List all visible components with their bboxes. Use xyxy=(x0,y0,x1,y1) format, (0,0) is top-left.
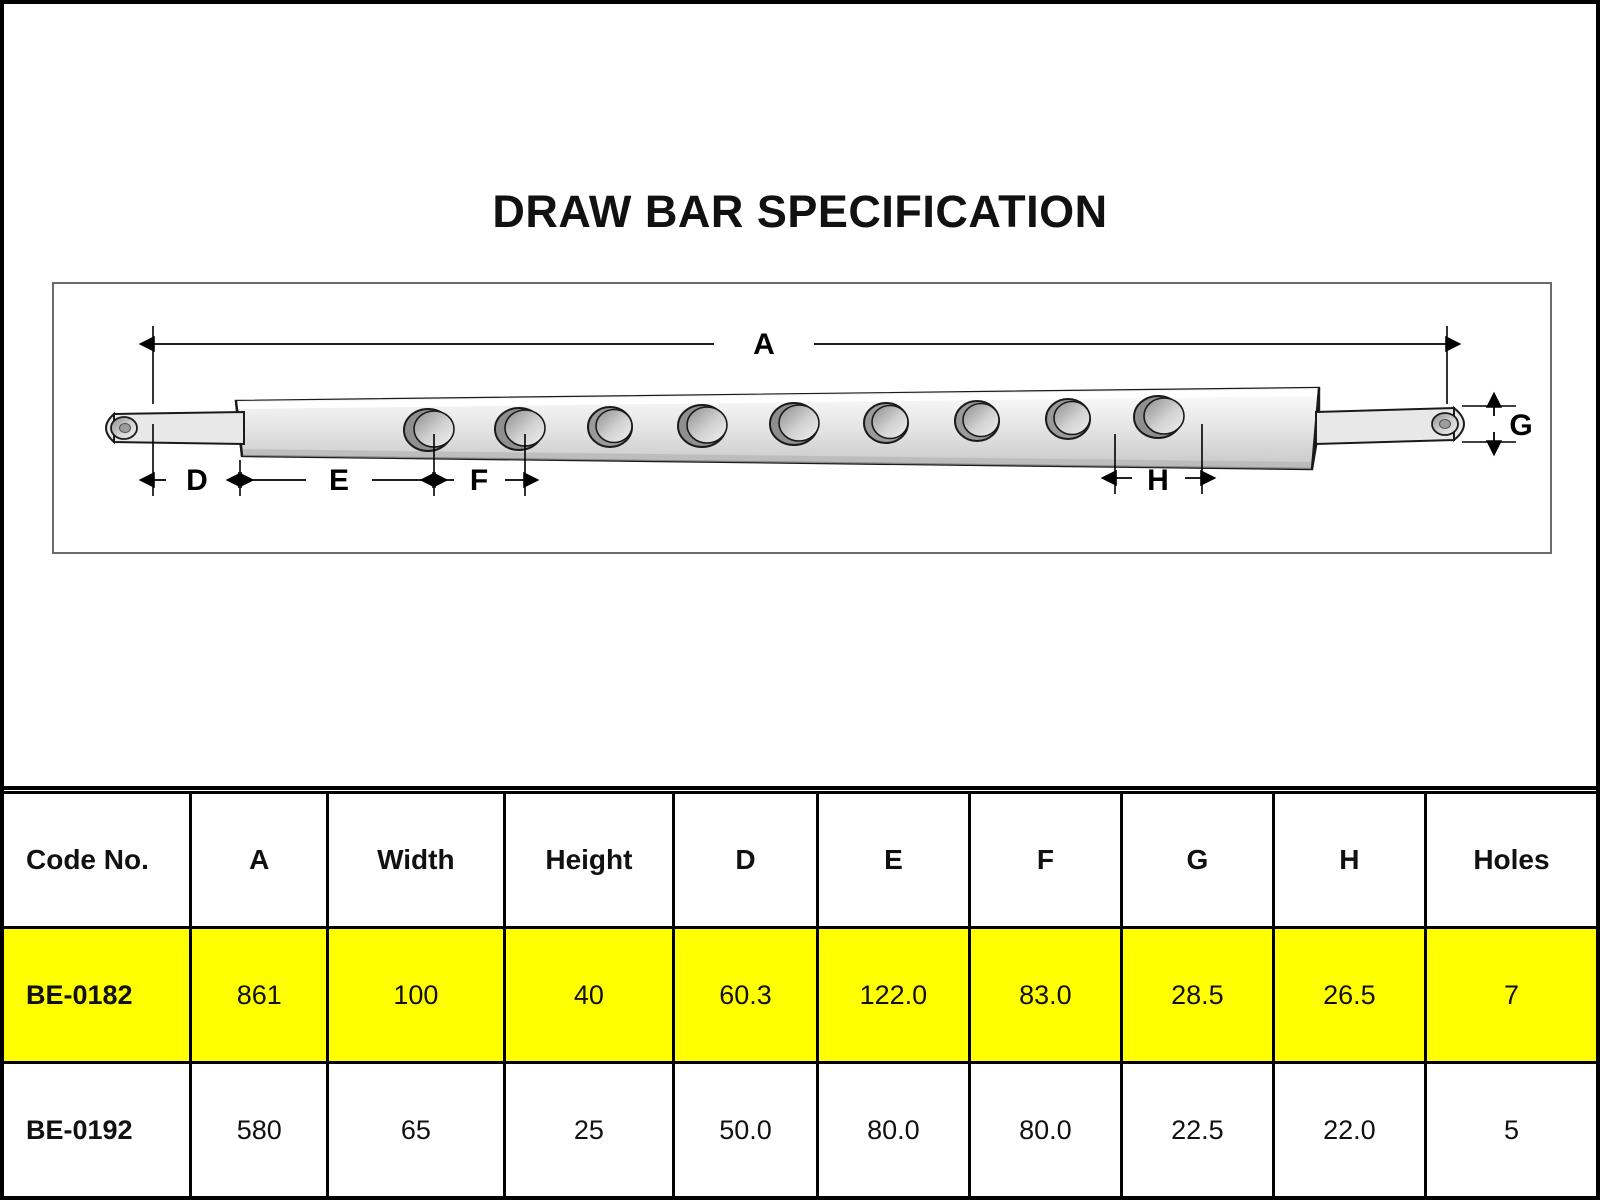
table-header-row xyxy=(4,793,1596,928)
draw-bar-drawing xyxy=(54,284,1550,552)
cell-code: BE-0182 xyxy=(4,928,191,1063)
cell-code: BE-0192 xyxy=(4,1063,191,1197)
dimension-label-a: A xyxy=(753,328,775,361)
cell-g: 22.5 xyxy=(1121,1063,1273,1197)
cell-a: 580 xyxy=(191,1063,328,1197)
column-header-holes: Holes xyxy=(1425,793,1596,928)
cell-height: 25 xyxy=(504,1063,673,1197)
cell-e: 122.0 xyxy=(817,928,969,1063)
page-title: DRAW BAR SPECIFICATION xyxy=(492,186,1108,237)
column-header-width: Width xyxy=(328,793,505,928)
cell-e: 80.0 xyxy=(817,1063,969,1197)
cell-a: 861 xyxy=(191,928,328,1063)
specification-table xyxy=(4,791,1596,1196)
dimension-label-f: F xyxy=(469,464,489,497)
right-eye xyxy=(1316,408,1464,444)
dimension-label-g: G xyxy=(1509,409,1533,442)
diagram-panel xyxy=(4,4,1596,790)
column-header-h: H xyxy=(1273,793,1425,928)
cell-f: 83.0 xyxy=(969,928,1121,1063)
dimension-g xyxy=(1462,406,1533,442)
dimension-label-d: D xyxy=(186,464,208,497)
column-header-d: D xyxy=(674,793,818,928)
dimension-label-e: E xyxy=(328,464,350,497)
column-header-g: G xyxy=(1121,793,1273,928)
left-eye xyxy=(106,412,244,444)
technical-drawing-container xyxy=(52,282,1552,554)
column-header-f: F xyxy=(969,793,1121,928)
column-header-e: E xyxy=(817,793,969,928)
dimension-label-h: H xyxy=(1147,464,1169,497)
column-header-a: A xyxy=(191,793,328,928)
cell-h: 22.0 xyxy=(1273,1063,1425,1197)
cell-h: 26.5 xyxy=(1273,928,1425,1063)
cell-f: 80.0 xyxy=(969,1063,1121,1197)
cell-height: 40 xyxy=(504,928,673,1063)
table-row xyxy=(4,928,1596,1063)
cell-holes: 7 xyxy=(1425,928,1596,1063)
cell-d: 50.0 xyxy=(674,1063,818,1197)
cell-holes: 5 xyxy=(1425,1063,1596,1197)
column-header-height: Height xyxy=(504,793,673,928)
cell-width: 100 xyxy=(328,928,505,1063)
table-row xyxy=(4,1063,1596,1197)
column-header-code: Code No. xyxy=(4,793,191,928)
cell-d: 60.3 xyxy=(674,928,818,1063)
cell-g: 28.5 xyxy=(1121,928,1273,1063)
cell-width: 65 xyxy=(328,1063,505,1197)
